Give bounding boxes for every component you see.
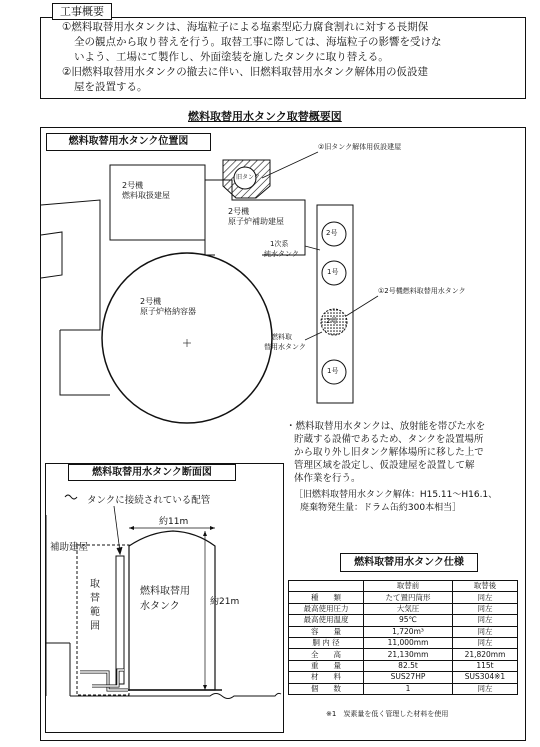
spec-cell: 大気圧 bbox=[364, 603, 453, 614]
location-title: 燃料取替用水タンク位置図 bbox=[46, 133, 211, 151]
table-row bbox=[289, 649, 518, 660]
spec-cell: 11,000mm bbox=[364, 637, 453, 648]
tank-upper-1: 1号 bbox=[327, 268, 339, 276]
section-aux-building-label: 補助建屋 bbox=[50, 542, 89, 553]
fuel-building-label-1: 2号機 bbox=[122, 181, 144, 190]
spec-cell: 同左 bbox=[453, 637, 518, 648]
spec-cell: 1,720m³ bbox=[364, 626, 453, 637]
note-line-3: から取り外し旧タンク解体場所に移した上で bbox=[294, 447, 484, 458]
spec-cell: 容 量 bbox=[289, 626, 364, 637]
section-piping-label: タンクに接続されている配管 bbox=[87, 495, 211, 506]
pure-water-label-2: 純水タンク bbox=[264, 250, 299, 258]
spec-cell: SUS304※1 bbox=[453, 672, 518, 683]
fuel-building-label-2: 燃料取扱建屋 bbox=[122, 191, 170, 200]
aux-building-label-1: 2号機 bbox=[228, 207, 250, 216]
pure-water-label-1: 1次系 bbox=[270, 240, 289, 248]
new-tank-callout: ①2号機燃料取替用水タンク bbox=[378, 287, 466, 295]
spec-cell: 最高使用温度 bbox=[289, 615, 364, 626]
section-title: 燃料取替用水タンク断面図 bbox=[68, 464, 236, 481]
spec-table bbox=[288, 580, 518, 695]
containment-label-2: 原子炉格納容器 bbox=[140, 307, 196, 316]
spec-cell: 最高使用圧力 bbox=[289, 603, 364, 614]
spec-cell: 同左 bbox=[453, 626, 518, 637]
spec-cell: 材 料 bbox=[289, 672, 364, 683]
spec-cell: 82.5t bbox=[364, 660, 453, 671]
spec-cell: 個 数 bbox=[289, 683, 364, 694]
spec-cell: 胴 内 径 bbox=[289, 637, 364, 648]
overview-label: 工事概要 bbox=[52, 3, 112, 20]
spec-cell: 115t bbox=[453, 660, 518, 671]
spec-cell: 種 類 bbox=[289, 592, 364, 603]
temp-building-callout: ②旧タンク解体用仮設建屋 bbox=[318, 143, 402, 151]
table-row bbox=[289, 683, 518, 694]
spec-footnote: ※1 炭素量を低く管理した材料を使用 bbox=[326, 710, 449, 718]
spec-cell: 21,130mm bbox=[364, 649, 453, 660]
note-line-4: 管理区域を設定し、仮設建屋を設置して解 bbox=[294, 460, 475, 471]
spec-header-cell: 取替前 bbox=[364, 581, 453, 592]
table-row bbox=[289, 660, 518, 671]
table-row bbox=[289, 615, 518, 626]
spec-cell: 21,820mm bbox=[453, 649, 518, 660]
section-height-label: 約21m bbox=[210, 597, 240, 607]
spec-cell: 1 bbox=[364, 683, 453, 694]
aux-building-label-2: 原子炉補助建屋 bbox=[228, 217, 284, 226]
table-row bbox=[289, 637, 518, 648]
spec-cell: 全 高 bbox=[289, 649, 364, 660]
note-line-7: 廃棄物発生量：ドラム缶約300本相当］ bbox=[300, 503, 462, 513]
table-row bbox=[289, 603, 518, 614]
spec-header-cell bbox=[289, 581, 364, 592]
section-range-label: 取替範囲 bbox=[90, 579, 100, 632]
spec-cell: 同左 bbox=[453, 603, 518, 614]
note-line-2: 貯蔵する設備であるため、タンクを設置場所 bbox=[294, 434, 484, 445]
old-tank-label: 旧タンク bbox=[236, 174, 260, 181]
spec-cell: たて置円筒形 bbox=[364, 592, 453, 603]
overview-item2-line1: ②旧燃料取替用水タンクの撤去に伴い、旧燃料取替用水タンク解体用の仮設建 bbox=[62, 66, 428, 78]
overview-item1-line1: ①燃料取替用水タンクは、海塩粒子による塩素型応力腐食割れに対する長期保 bbox=[62, 21, 429, 33]
spec-cell: 95℃ bbox=[364, 615, 453, 626]
spec-cell: 重 量 bbox=[289, 660, 364, 671]
overview-item2-line2: 屋を設置する。 bbox=[74, 81, 148, 93]
overview-item1-line2: 全の観点から取り替えを行う。取替工事に際しては、海塩粒子の影響を受けな bbox=[74, 36, 442, 48]
section-tank-name-1: 燃料取替用 bbox=[140, 586, 190, 597]
main-title: 燃料取替用水タンク取替概要図 bbox=[188, 110, 342, 123]
table-row bbox=[289, 592, 518, 603]
tank-new: 2号 bbox=[326, 317, 338, 325]
note-line-1: ・燃料取替用水タンクは、放射能を帯びた水を bbox=[286, 421, 486, 432]
note-line-5: 体作業を行う。 bbox=[294, 473, 361, 484]
spec-cell: 同左 bbox=[453, 683, 518, 694]
section-tank-name-2: 水タンク bbox=[140, 601, 180, 612]
fuel-water-label-2: 替用水タンク bbox=[264, 343, 306, 351]
spec-cell: 同左 bbox=[453, 592, 518, 603]
table-row bbox=[289, 672, 518, 683]
spec-table-header bbox=[289, 581, 518, 592]
overview-item1-line3: いよう、工場にて製作し、外面塗装を施したタンクに取り替える。 bbox=[74, 51, 389, 63]
note-line-6: ［旧燃料取替用水タンク解体：H15.11～H16.1、 bbox=[294, 490, 498, 500]
containment-label-1: 2号機 bbox=[140, 297, 162, 306]
spec-cell: SUS27HP bbox=[364, 672, 453, 683]
tank-upper-2: 2号 bbox=[326, 229, 338, 237]
spec-cell: 同左 bbox=[453, 615, 518, 626]
section-width-label: 約11m bbox=[159, 517, 189, 527]
tank-lower-1: 1号 bbox=[327, 367, 339, 375]
spec-header-cell: 取替後 bbox=[453, 581, 518, 592]
spec-title: 燃料取替用水タンク仕様 bbox=[340, 553, 478, 572]
table-row bbox=[289, 626, 518, 637]
fuel-water-label-1: 燃料取 bbox=[271, 333, 292, 341]
